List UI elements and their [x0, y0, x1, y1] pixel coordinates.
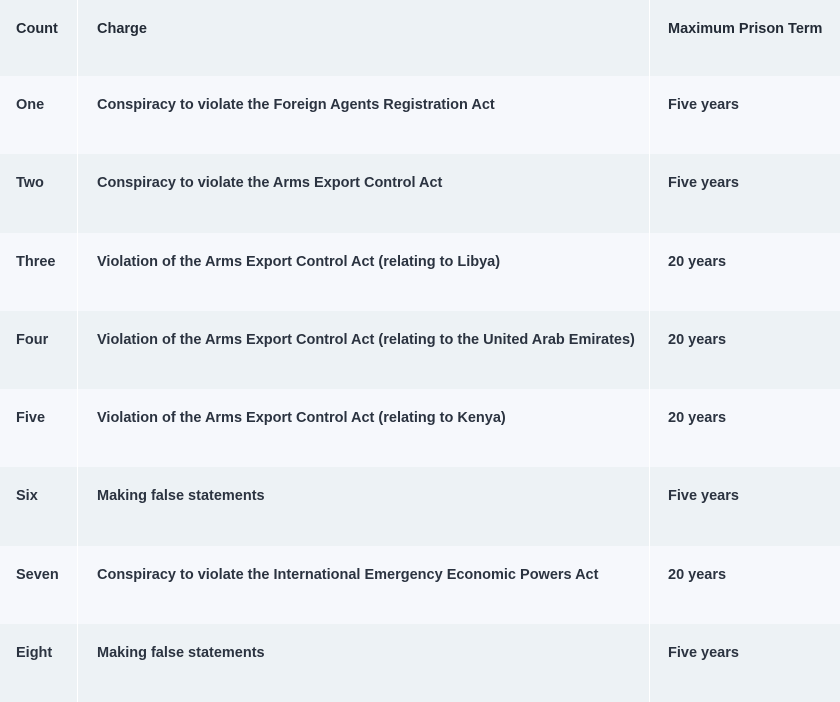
- charge-cell: Conspiracy to violate the Foreign Agents Registration Act: [77, 76, 649, 154]
- header-charge: Charge: [77, 0, 649, 76]
- count-cell: Two: [0, 154, 77, 232]
- term-cell: Five years: [649, 624, 840, 702]
- count-cell: Six: [0, 467, 77, 545]
- term-cell: 20 years: [649, 233, 840, 311]
- term-cell: 20 years: [649, 546, 840, 624]
- charge-cell: Conspiracy to violate the International Emergency Economic Powers Act: [77, 546, 649, 624]
- term-cell: 20 years: [649, 311, 840, 389]
- count-cell: Five: [0, 389, 77, 467]
- term-cell: 20 years: [649, 389, 840, 467]
- charge-cell: Violation of the Arms Export Control Act (relating to Libya): [77, 233, 649, 311]
- charge-cell: Conspiracy to violate the Arms Export Control Act: [77, 154, 649, 232]
- count-cell: Seven: [0, 546, 77, 624]
- charge-cell: Violation of the Arms Export Control Act (relating to the United Arab Emirates): [77, 311, 649, 389]
- term-cell: Five years: [649, 76, 840, 154]
- charge-cell: Making false statements: [77, 467, 649, 545]
- count-cell: Four: [0, 311, 77, 389]
- header-count: Count: [0, 0, 77, 76]
- count-cell: Eight: [0, 624, 77, 702]
- count-cell: One: [0, 76, 77, 154]
- term-cell: Five years: [649, 467, 840, 545]
- count-cell: Three: [0, 233, 77, 311]
- charge-cell: Making false statements: [77, 624, 649, 702]
- term-cell: Five years: [649, 154, 840, 232]
- header-maximum-prison-term: Maximum Prison Term: [649, 0, 840, 76]
- charge-cell: Violation of the Arms Export Control Act (relating to Kenya): [77, 389, 649, 467]
